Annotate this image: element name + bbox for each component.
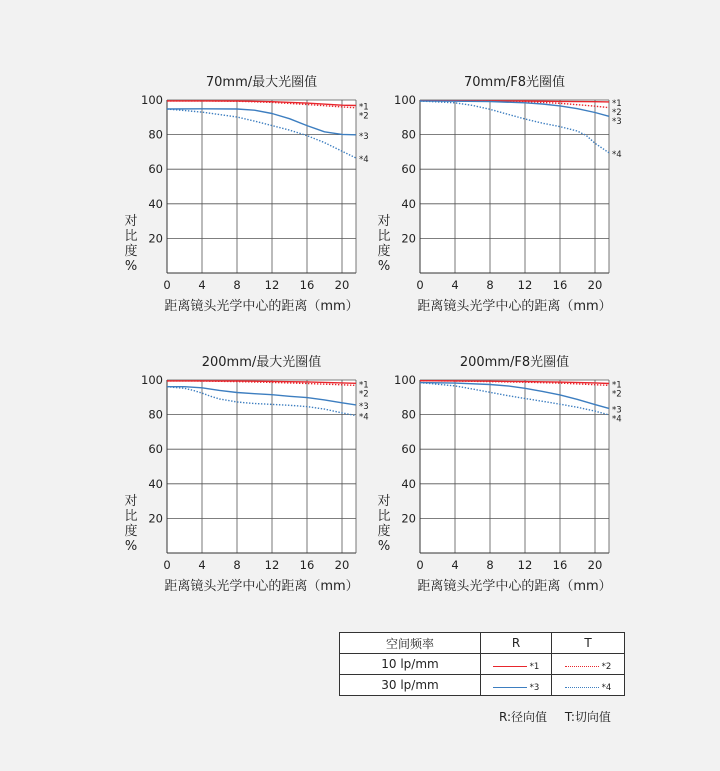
x-axis-label: 距离镜头光学中心的距离（mm） [417, 299, 612, 314]
legend-swatch-2 [565, 662, 612, 672]
plot-area [420, 100, 609, 273]
legend-header-r: R [481, 633, 552, 654]
x-tick-label: 8 [486, 558, 494, 572]
y-axis-label: 对比度% [377, 214, 391, 274]
legend-t-30-cell [552, 675, 625, 696]
x-tick-label: 12 [517, 278, 533, 292]
legend-line-blue-solid [493, 687, 527, 688]
x-tick-label: 4 [451, 558, 459, 572]
y-tick-label: 40 [401, 476, 416, 491]
mtf-panel-1 [124, 74, 368, 314]
y-tick-label: 40 [401, 196, 416, 211]
series-end-label: *2 [359, 389, 369, 400]
series-end-label: *1 [612, 98, 622, 109]
x-tick-label: 12 [264, 278, 280, 292]
legend-mark-2: *2 [601, 661, 612, 672]
legend-line-blue-dotted [565, 687, 599, 688]
chart-title: 70mm/最大光圈值 [205, 75, 318, 90]
series-end-label: *4 [612, 414, 622, 425]
note-radial: R:径向值 [499, 710, 548, 724]
legend-mark-4: *4 [601, 682, 612, 693]
x-tick-label: 4 [198, 278, 206, 292]
x-tick-label: 0 [163, 558, 171, 572]
x-tick-label: 8 [486, 278, 494, 292]
mtf-panel-3 [124, 354, 368, 594]
x-tick-label: 0 [416, 558, 424, 572]
legend-swatch-3 [493, 683, 540, 693]
y-tick-label: 80 [401, 127, 416, 142]
series-end-label: *2 [359, 111, 369, 122]
legend-line-red-solid [493, 666, 527, 667]
legend-swatch-1 [493, 662, 540, 672]
legend-table [339, 632, 625, 696]
series-end-label: *4 [612, 149, 622, 160]
plot-area [420, 380, 609, 553]
y-axis-label: 对比度% [377, 494, 391, 554]
legend-mark-3: *3 [529, 682, 540, 693]
x-tick-label: 12 [517, 558, 533, 572]
legend-line-red-dotted [565, 666, 599, 667]
x-tick-label: 20 [334, 278, 350, 292]
x-tick-label: 8 [233, 278, 241, 292]
y-tick-label: 100 [141, 373, 163, 387]
series-end-label: *3 [612, 405, 622, 416]
series-end-label: *3 [359, 401, 369, 412]
legend-row [340, 675, 625, 696]
chart-title: 200mm/最大光圈值 [201, 355, 322, 370]
x-tick-label: 8 [233, 558, 241, 572]
series-end-label: *4 [359, 154, 369, 165]
y-axis-label: 对比度% [124, 214, 138, 274]
chart-title: 70mm/F8光圈值 [464, 75, 565, 90]
legend-t-10-cell [552, 654, 625, 675]
series-end-label: *1 [359, 102, 369, 113]
x-axis-label: 距离镜头光学中心的距离（mm） [164, 579, 359, 594]
plot-area [167, 100, 356, 273]
y-tick-label: 100 [394, 93, 416, 107]
y-tick-label: 20 [401, 231, 416, 246]
note-tangential: T:切向值 [564, 710, 611, 724]
x-tick-label: 16 [552, 558, 568, 572]
series-end-label: *3 [612, 116, 622, 127]
chart-title: 200mm/F8光圈值 [459, 355, 570, 370]
mtf-panel-4 [377, 354, 621, 594]
legend-header-frequency: 空间频率 [340, 633, 481, 654]
y-tick-label: 60 [148, 442, 163, 457]
x-tick-label: 4 [198, 558, 206, 572]
y-tick-label: 20 [148, 511, 163, 526]
legend-r-30-cell [481, 675, 552, 696]
y-tick-label: 20 [148, 231, 163, 246]
x-tick-label: 12 [264, 558, 280, 572]
x-axis-label: 距离镜头光学中心的距离（mm） [164, 299, 359, 314]
legend-swatch-4 [565, 683, 612, 693]
x-tick-label: 20 [334, 558, 350, 572]
x-tick-label: 20 [587, 558, 603, 572]
x-tick-label: 16 [552, 278, 568, 292]
legend-row [340, 654, 625, 675]
legend-frequency-30: 30 lp/mm [340, 675, 481, 696]
y-tick-label: 100 [141, 93, 163, 107]
mtf-panel-2 [377, 74, 621, 314]
series-end-label: *4 [359, 412, 369, 423]
y-tick-label: 80 [401, 407, 416, 422]
series-end-label: *2 [612, 107, 622, 118]
plot-area [167, 380, 356, 553]
y-tick-label: 60 [148, 162, 163, 177]
y-tick-label: 80 [148, 407, 163, 422]
y-tick-label: 40 [148, 476, 163, 491]
series-end-label: *2 [612, 389, 622, 400]
legend-mark-1: *1 [529, 661, 540, 672]
legend-header-t: T [552, 633, 625, 654]
notes [499, 708, 625, 725]
legend-r-10-cell [481, 654, 552, 675]
x-tick-label: 0 [416, 278, 424, 292]
x-tick-label: 0 [163, 278, 171, 292]
x-tick-label: 16 [299, 278, 315, 292]
y-tick-label: 100 [394, 373, 416, 387]
legend-header-row [340, 633, 625, 654]
y-tick-label: 60 [401, 442, 416, 457]
series-end-label: *1 [359, 380, 369, 391]
y-tick-label: 80 [148, 127, 163, 142]
y-tick-label: 20 [401, 511, 416, 526]
y-tick-label: 40 [148, 196, 163, 211]
x-tick-label: 20 [587, 278, 603, 292]
x-axis-label: 距离镜头光学中心的距离（mm） [417, 579, 612, 594]
legend-frequency-10: 10 lp/mm [340, 654, 481, 675]
y-tick-label: 60 [401, 162, 416, 177]
series-end-label: *1 [612, 380, 622, 391]
x-tick-label: 16 [299, 558, 315, 572]
y-axis-label: 对比度% [124, 494, 138, 554]
series-end-label: *3 [359, 131, 369, 142]
x-tick-label: 4 [451, 278, 459, 292]
